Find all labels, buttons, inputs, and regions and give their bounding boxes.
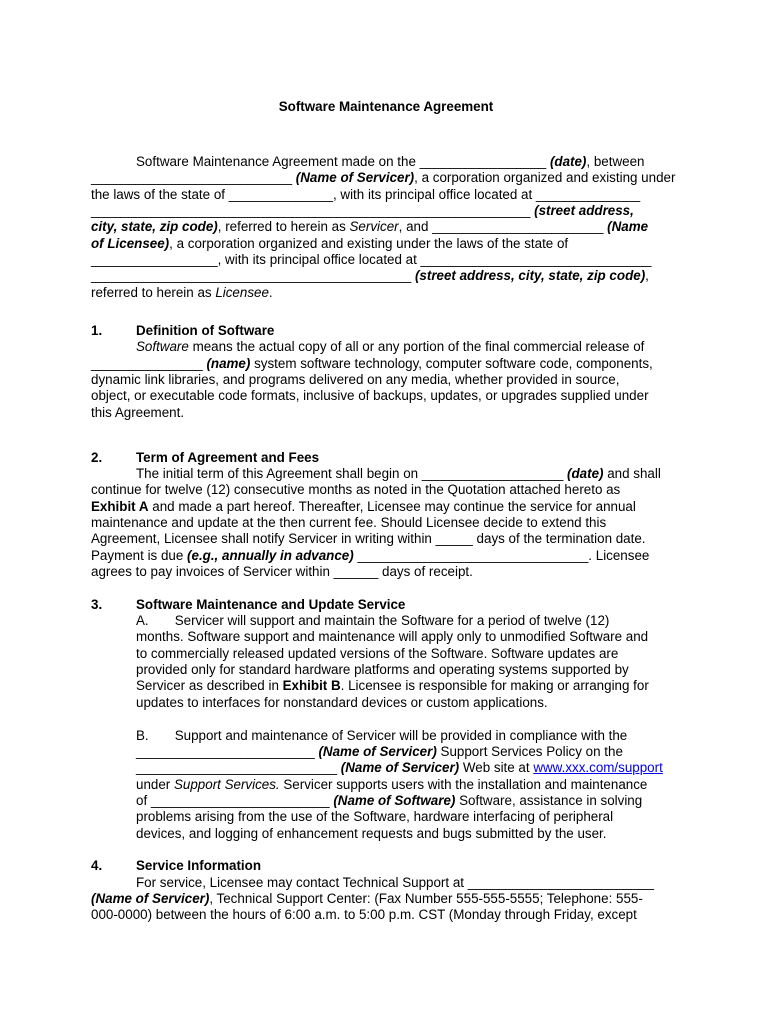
- section-line: maintenance and update at the then current fee. Should Licensee decide to extend this: [91, 515, 607, 530]
- text: means the actual copy of all or any portion of the final commercial release of: [188, 339, 645, 354]
- subsection-a-line: [136, 678, 649, 694]
- text: referred to herein as: [91, 285, 216, 300]
- text: , and _______________________: [398, 219, 608, 234]
- subsection-b-line: [136, 793, 642, 809]
- intro-line: [91, 285, 273, 301]
- section-line: For service, Licensee may contact Technical Support at _________________________: [136, 875, 654, 890]
- intro-line: the laws of the state of ______________, with its principal office located at ______________: [91, 187, 641, 202]
- placeholder-label: (Name of Servicer): [340, 760, 460, 775]
- text: , a corporation organized and existing under: [414, 170, 676, 185]
- placeholder-label: (Name of Servicer): [91, 891, 210, 906]
- text: system software technology, computer software code, components,: [250, 356, 653, 371]
- text: , between: [586, 154, 645, 169]
- placeholder-label: (street address, city, state, zip code): [414, 268, 646, 283]
- placeholder-label: (Name: [607, 219, 649, 234]
- section-number: 2.: [91, 450, 103, 465]
- defined-term: Software: [136, 339, 189, 354]
- text: Software, assistance in solving: [455, 793, 643, 808]
- text: ___________________________________________________________: [91, 203, 535, 218]
- subsection-b-line: [136, 760, 663, 776]
- section-heading: Service Information: [136, 858, 262, 873]
- placeholder-label: (name): [206, 356, 251, 371]
- text: _______________________________. Licensee: [353, 548, 650, 563]
- section-line: [91, 548, 649, 564]
- text: Servicer supports users with the installation and maintenance: [279, 777, 648, 792]
- section-line: this Agreement.: [91, 405, 185, 420]
- placeholder-label: (Name of Servicer): [318, 744, 437, 759]
- subsection-b-line: B. Support and maintenance of Servicer will be provided in compliance with the: [136, 728, 628, 743]
- text: of ________________________: [136, 793, 334, 808]
- section-line: [136, 339, 644, 355]
- defined-term: Support Services.: [173, 777, 280, 792]
- placeholder-label: (street address,: [534, 203, 634, 218]
- text: , a corporation organized and existing under the laws of the state of: [169, 236, 569, 251]
- exhibit-reference: Exhibit A: [91, 499, 149, 514]
- subsection-a-line: updates to interfaces for nonstandard devices or custom applications.: [136, 695, 548, 710]
- text: ________________________: [136, 744, 319, 759]
- section-line: [91, 356, 653, 372]
- document-title: Software Maintenance Agreement: [278, 99, 494, 114]
- section-line: [91, 499, 636, 515]
- section-line: Agreement, Licensee shall notify Servicer in writing within _____ days of the termination date.: [91, 531, 646, 546]
- text: Servicer as described in: [136, 678, 283, 693]
- intro-line: [136, 154, 644, 170]
- text: ,: [645, 268, 649, 283]
- text: ___________________________________________: [91, 268, 415, 283]
- placeholder-label: of Licensee): [91, 236, 170, 251]
- section-line: [91, 891, 643, 907]
- text: .: [268, 285, 273, 300]
- intro-line: [91, 268, 649, 284]
- section-line: continue for twelve (12) consecutive months as noted in the Quotation attached hereto as: [91, 482, 621, 497]
- section-heading: Software Maintenance and Update Service: [136, 597, 406, 612]
- section-number: 4.: [91, 858, 103, 873]
- text: , Technical Support Center: (Fax Number 555-555-5555; Telephone: 555-: [209, 891, 643, 906]
- section-line: [136, 466, 661, 482]
- subsection-b-line: [136, 744, 623, 760]
- text: , referred to herein as: [217, 219, 350, 234]
- defined-term: Licensee: [215, 285, 269, 300]
- intro-line: [91, 236, 568, 252]
- subsection-a-line: to commercially released updated versions of the Software. Software updates are: [136, 646, 619, 661]
- subsection-b-line: devices, and logging of enhancement requests and bugs submitted by the user.: [136, 826, 607, 841]
- text: Support Services Policy on the: [436, 744, 623, 759]
- section-heading: Definition of Software: [136, 323, 275, 338]
- placeholder-label: (date): [567, 466, 604, 481]
- section-line: agrees to pay invoices of Servicer within ______ days of receipt.: [91, 564, 473, 579]
- text: under: [136, 777, 174, 792]
- subsection-b-line: [136, 777, 647, 793]
- intro-line: [91, 170, 675, 186]
- text: and made a part hereof. Thereafter, Licensee may continue the service for annual: [148, 499, 636, 514]
- support-site-link[interactable]: www.xxx.com/support: [533, 760, 663, 775]
- placeholder-label: (Name of Software): [333, 793, 456, 808]
- text: Software Maintenance Agreement made on the _________________: [136, 154, 550, 169]
- intro-line: [91, 203, 634, 219]
- section-number: 3.: [91, 597, 103, 612]
- text: . Licensee is responsible for making or arranging for: [340, 678, 649, 693]
- section-line: dynamic link libraries, and programs delivered on any media, whether provided in source,: [91, 372, 620, 387]
- subsection-b-line: problems arising from the use of the Software, hardware interfacing of peripheral: [136, 809, 614, 824]
- subsection-a-line: months. Software support and maintenance will apply only to unmodified Software and: [136, 629, 649, 644]
- text: ___________________________: [91, 170, 296, 185]
- section-heading: Term of Agreement and Fees: [136, 450, 320, 465]
- intro-line: _________________, with its principal office located at _______________________________: [91, 252, 652, 267]
- text: _______________: [91, 356, 207, 371]
- placeholder-label: (Name of Servicer): [295, 170, 415, 185]
- section-line: 000-0000) between the hours of 6:00 a.m. to 5:00 p.m. CST (Monday through Friday, except: [91, 907, 637, 922]
- placeholder-label: (date): [549, 154, 587, 169]
- text: and shall: [603, 466, 661, 481]
- text: ___________________________: [136, 760, 341, 775]
- subsection-a-line: A. Servicer will support and maintain the Software for a period of twelve (12): [136, 613, 610, 628]
- text: The initial term of this Agreement shall begin on ___________________: [136, 466, 568, 481]
- subsection-a-line: provided only for standard hardware platforms and operating systems supported by: [136, 662, 629, 677]
- exhibit-reference: Exhibit B: [282, 678, 341, 693]
- text: Web site at: [459, 760, 534, 775]
- section-number: 1.: [91, 323, 103, 338]
- defined-term: Servicer: [349, 219, 399, 234]
- placeholder-label: city, state, zip code): [91, 219, 218, 234]
- intro-line: [91, 219, 648, 235]
- section-line: object, or executable code formats, inclusive of backups, updates, or upgrades supplied under: [91, 388, 649, 403]
- text: Payment is due: [91, 548, 188, 563]
- placeholder-label: (e.g., annually in advance): [187, 548, 354, 563]
